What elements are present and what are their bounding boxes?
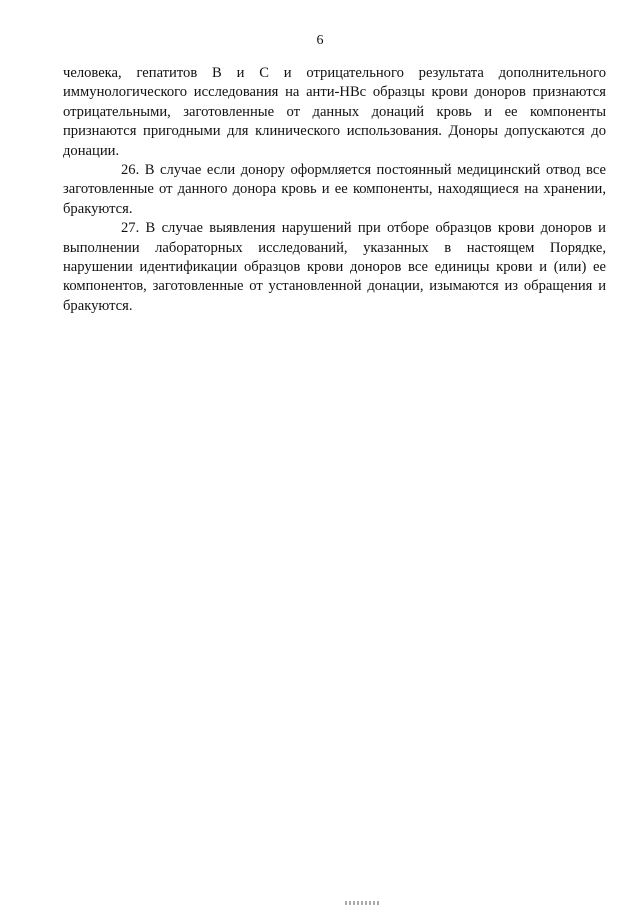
- paragraph-27: 27. В случае выявления нарушений при отборе образцов крови доноров и выполнении лабораторных исследований, указанных в настоящем Порядке, нарушении идентификации образцов крови доноров все единицы крови и (или) ее компонентов, заготовленные от установленной донации, изымаются из обращения и бракуются.: [63, 220, 606, 314]
- paragraph-continuation: человека, гепатитов В и С и отрицательного результата дополнительного иммунологического исследования на анти-НВс образцы крови доноров признаются отрицательными, заготовленные от данных донаций кровь и ее компоненты признаются пригодными для клинического использования. Доноры допускаются до донации.: [63, 65, 606, 159]
- paragraph-26: 26. В случае если донору оформляется постоянный медицинский отвод все заготовленные от данного донора кровь и ее компоненты, находящиеся на хранении, бракуются.: [63, 162, 606, 217]
- scan-edge-mark: [345, 901, 381, 905]
- page-number: 6: [316, 33, 324, 48]
- document-body: [63, 64, 606, 316]
